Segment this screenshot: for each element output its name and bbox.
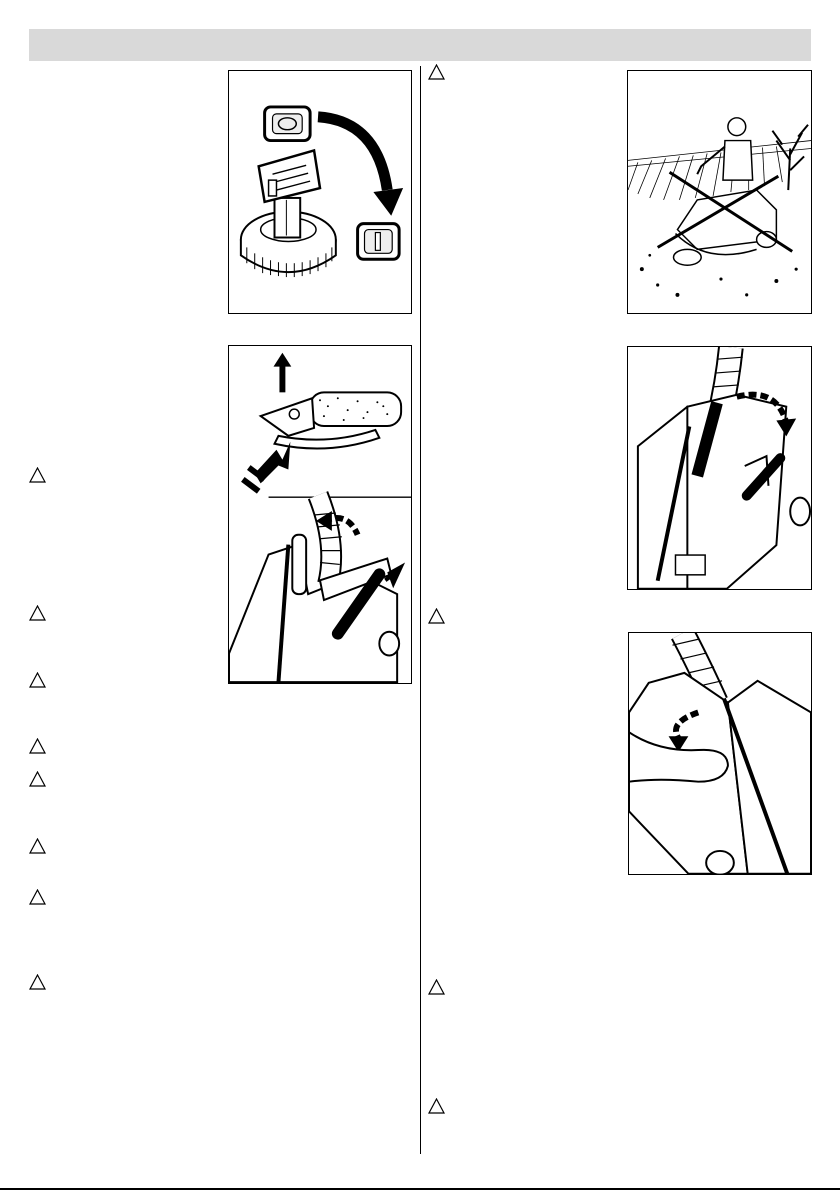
warning-triangle-icon [29,738,46,754]
figure-bag-tilt [627,346,812,590]
warning-triangle-icon [29,974,46,990]
figure-bag-removal [628,632,812,875]
warning-triangle-icon [29,838,46,854]
ignition-key-icon [229,71,411,313]
handle-lever-icon [229,346,411,683]
figure-lever-and-bag-release [228,345,412,684]
no-riding-icon [628,71,811,313]
bag-removal-icon [629,633,811,874]
figure-key-switch [228,70,412,314]
warning-triangle-icon [29,467,46,483]
bag-tilt-icon [628,347,811,589]
column-divider [420,66,421,1154]
figure-no-slope-riding [627,70,812,314]
warning-triangle-icon [29,605,46,621]
warning-triangle-icon [29,889,46,905]
warning-triangle-icon [29,771,46,787]
warning-triangle-icon [428,979,445,995]
bottom-rule [0,1188,840,1190]
warning-triangle-icon [428,1098,445,1114]
warning-triangle-icon [428,64,445,80]
warning-triangle-icon [428,608,445,624]
section-header-bar [29,29,811,61]
warning-triangle-icon [29,672,46,688]
